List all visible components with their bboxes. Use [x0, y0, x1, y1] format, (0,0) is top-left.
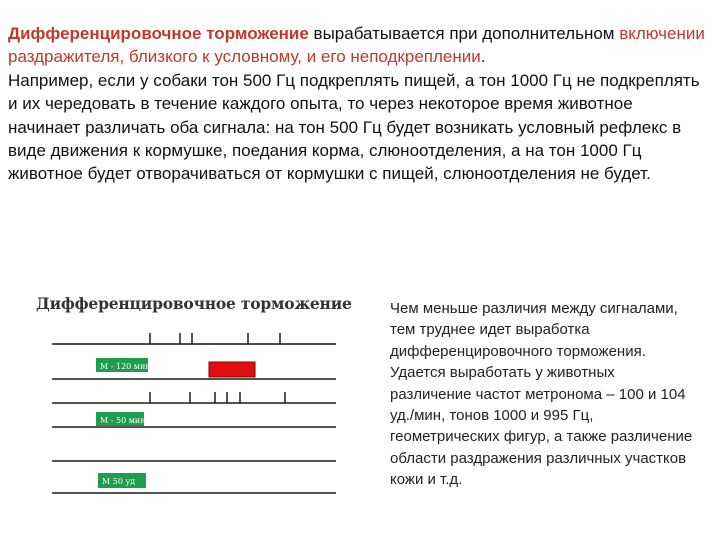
definition-end: .	[480, 47, 486, 67]
diagram-title: Дифференцировочное торможение	[36, 294, 352, 313]
label-m3: М 50 уд	[102, 477, 136, 486]
label-m2: М - 50 мин	[100, 416, 146, 425]
label-box-red	[209, 362, 255, 377]
diagram-svg	[30, 290, 350, 505]
label-m1: М - 120 мин	[100, 362, 151, 371]
example-paragraph: Например, если у собаки тон 500 Гц подкреплять пищей, а тон 1000 Гц не подкреплять и их чередовать в течение каждого опыта, то через некоторое время животное начинает различать оба сигнала: на тон 500 Гц будет возникать условный рефлекс в виде движения к кормушке, поедания корма, слюноотделения, а на тон 1000 Гц животное будет отворачиваться от кормушки с пищей, слюноотделения не будет.	[8, 70, 700, 184]
inhibition-diagram	[30, 290, 350, 505]
term-heading: Дифференцировочное торможение	[8, 24, 309, 43]
definition-text: вырабатывается при дополнительном	[308, 24, 620, 43]
intro-text-block	[8, 22, 708, 186]
definition-condition: включении раздражителя, близкого к условному, и его неподкреплении	[8, 24, 705, 67]
definition-paragraph	[8, 22, 708, 69]
side-explanation: Чем меньше различия между сигналами, тем труднее идет выработка дифференцировочного торможения. Удается выработать у животных различение частот метронома – 100 и 104 уд./мин, тонов 1000 и 995 Гц, геометрических фигур, а также различение области раздражения различных участков кожи и т.д.	[390, 300, 693, 489]
